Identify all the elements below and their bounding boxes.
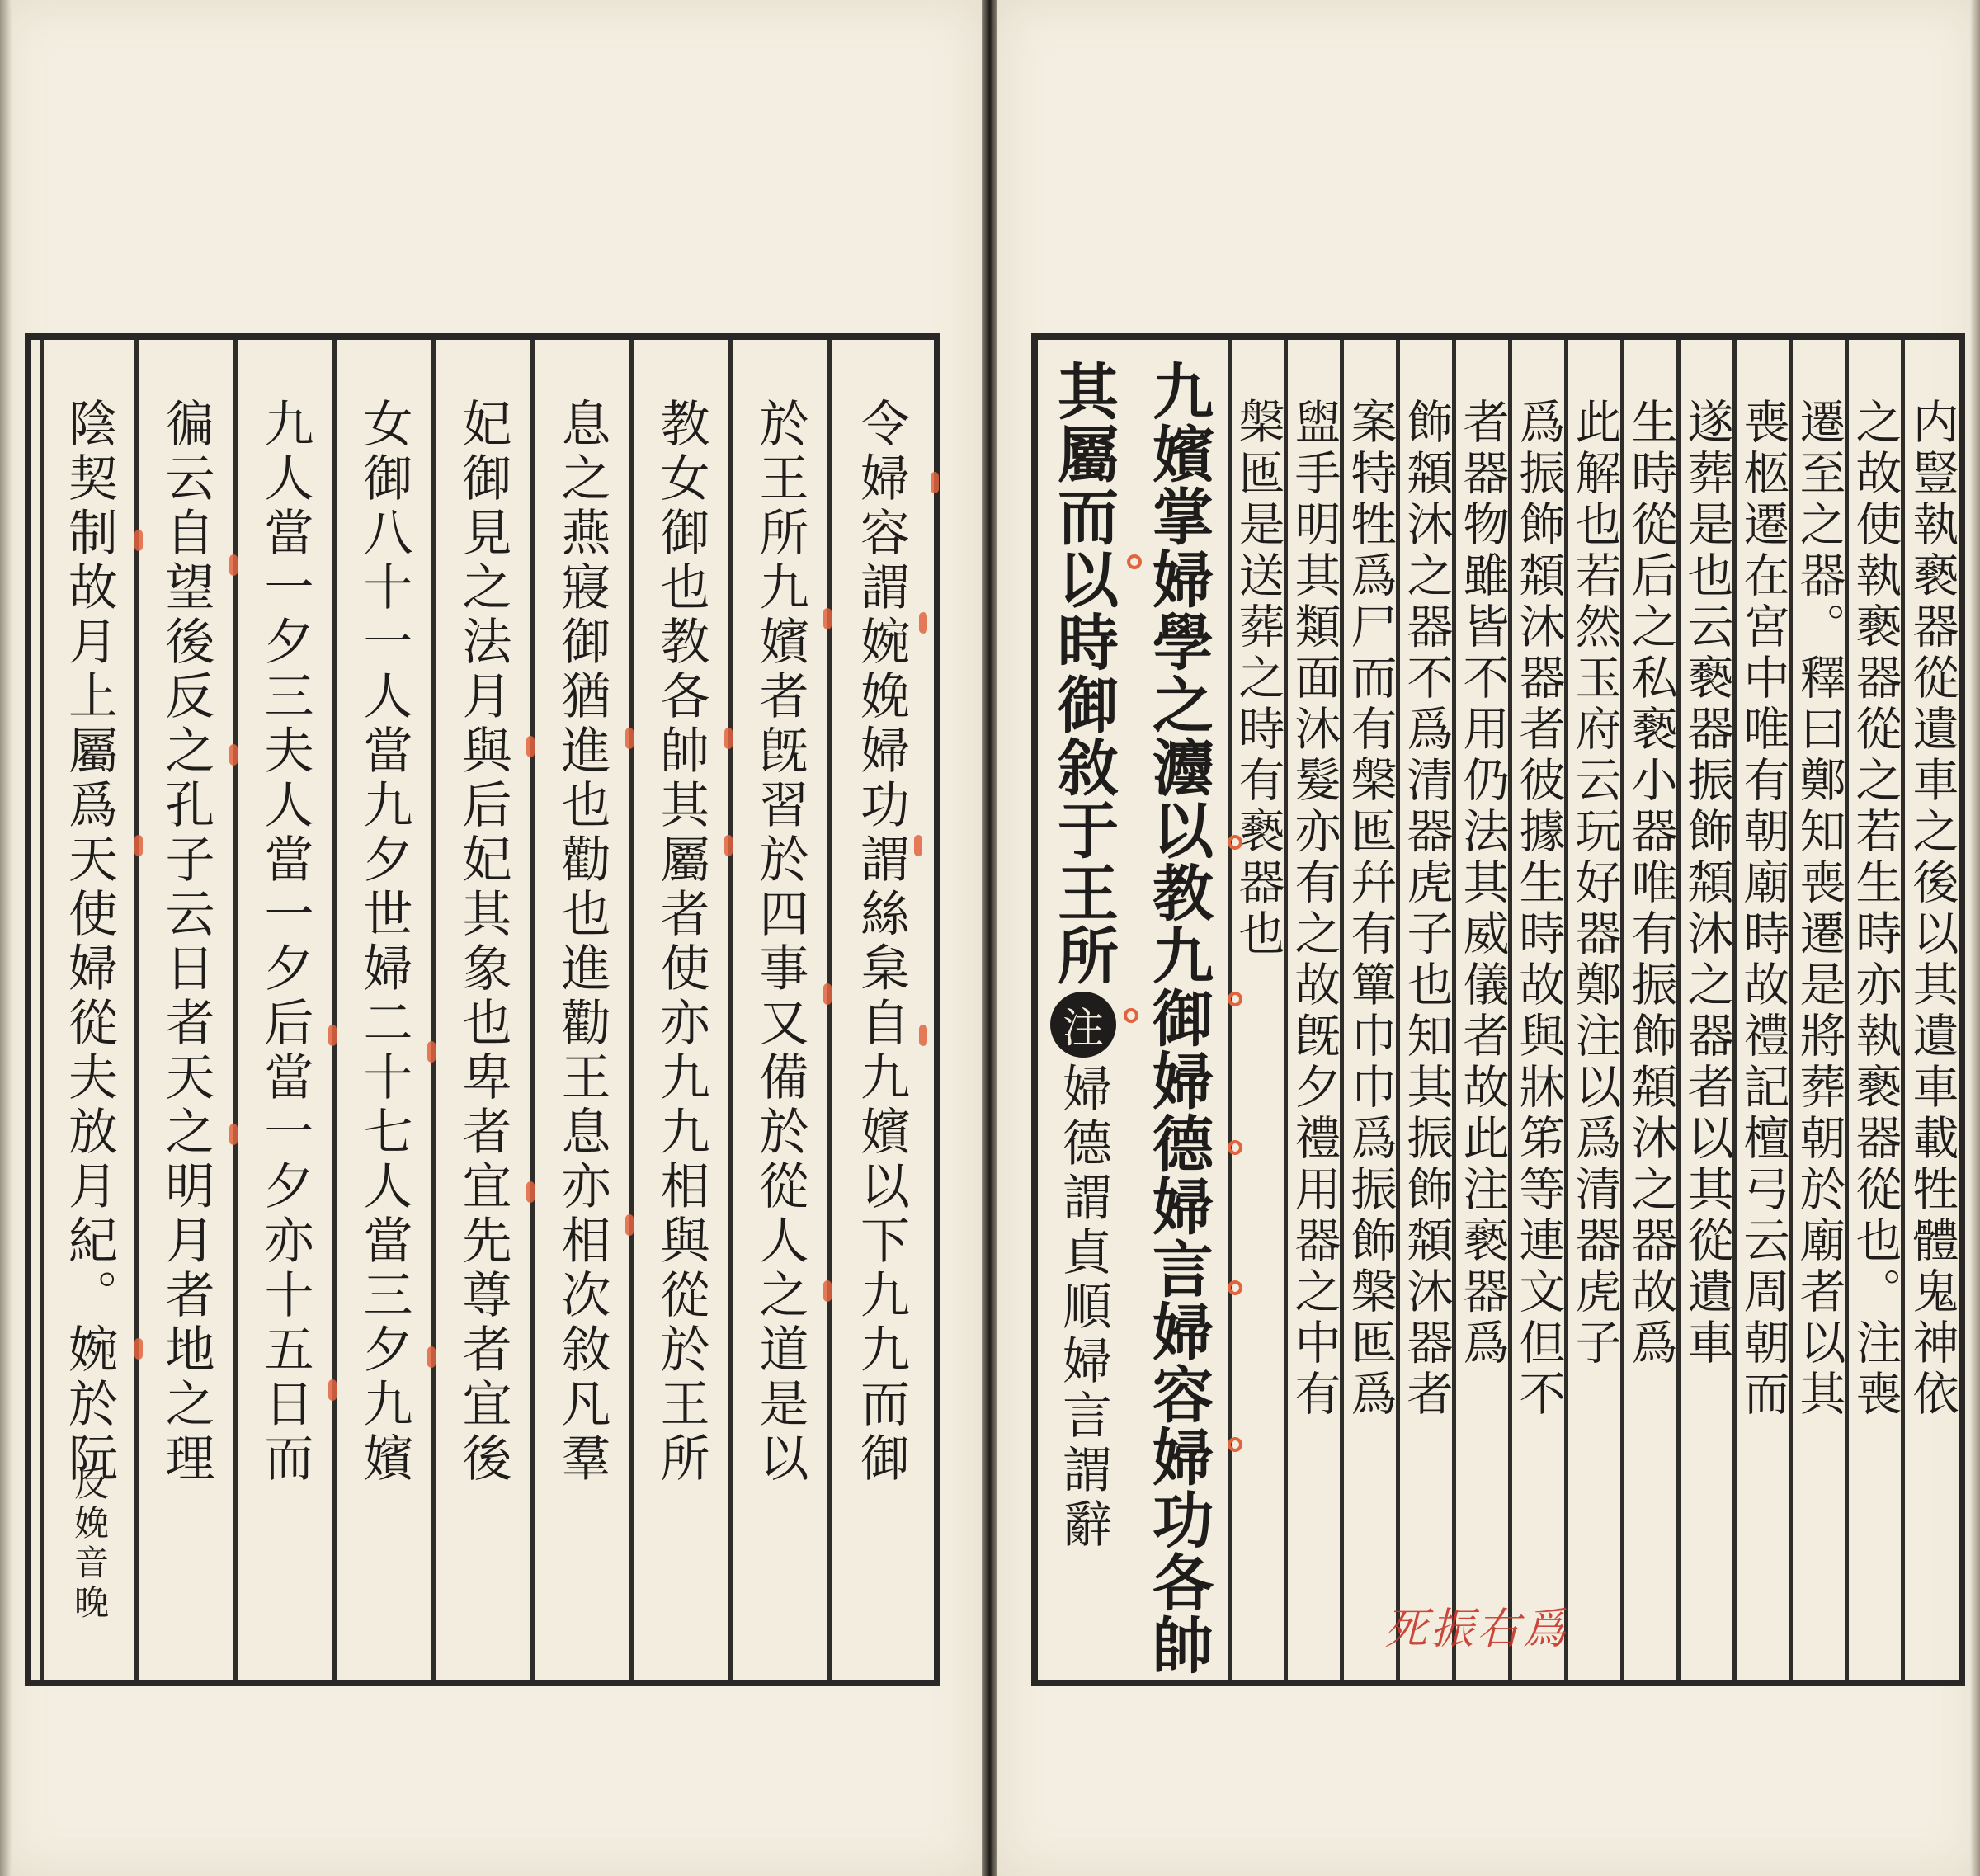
text-column <box>332 340 431 1680</box>
red-punctuation-mark <box>328 1025 337 1046</box>
red-punctuation-mark <box>526 1181 535 1203</box>
text-column <box>1620 340 1676 1680</box>
column-text: 陰契制故月上屬爲天使婦從夫放月紀。婉於阮 <box>60 398 118 1487</box>
page-edge <box>1970 0 1980 1876</box>
column-text: 生時從后之私褻小器唯有振飾頮沐之器故爲 <box>1624 398 1678 1369</box>
book-gutter <box>982 0 997 1876</box>
text-column <box>1284 340 1340 1680</box>
text-column <box>1676 340 1732 1680</box>
red-circle-mark <box>1228 992 1242 1006</box>
red-punctuation-mark <box>427 1041 436 1063</box>
text-column <box>233 340 332 1680</box>
red-circle-mark <box>1228 1437 1242 1452</box>
column-text: 妃御見之法月與后妃其象也卑者宜先尊者宜後 <box>454 398 512 1487</box>
red-punctuation-mark <box>724 728 733 749</box>
text-column <box>530 340 629 1680</box>
red-punctuation-mark <box>931 472 939 493</box>
red-circle-mark <box>1228 835 1242 850</box>
heading-column <box>1038 340 1129 1680</box>
text-column <box>1789 340 1845 1680</box>
handwritten-annotation: 死振右爲 <box>1384 1605 1570 1654</box>
note-text: 婦德謂貞順婦言謂辭 <box>1054 1063 1112 1553</box>
text-column <box>1732 340 1789 1680</box>
column-text: 案特牲爲尸而有槃匜幷有簞巾巾爲振飾槃匜爲 <box>1343 398 1398 1421</box>
left-text-block <box>25 333 940 1686</box>
text-column <box>431 340 530 1680</box>
column-text: 爲振飾頮沐器者彼據生時故與牀笫等連文但不 <box>1511 398 1566 1421</box>
column-text: 九人當一夕三夫人當一夕后當一夕亦十五日而 <box>256 398 314 1487</box>
red-punctuation-mark <box>229 744 238 766</box>
heading-column <box>1129 340 1228 1680</box>
column-text: 於王所九嬪者旣習於四事又備於從人之道是以 <box>751 398 809 1487</box>
text-column <box>728 340 827 1680</box>
text-column <box>1845 340 1901 1680</box>
text-column <box>1901 340 1959 1680</box>
column-small-note: 反娩音晚 <box>69 1465 110 1624</box>
red-punctuation-mark <box>724 835 733 856</box>
red-punctuation-mark <box>625 728 634 749</box>
text-column <box>134 340 233 1680</box>
red-punctuation-mark <box>919 1025 927 1046</box>
column-text: 之故使執褻器從之若生時亦執褻器從也。注喪 <box>1848 398 1902 1421</box>
text-column <box>827 340 931 1680</box>
column-text: 喪柩遷在宮中唯有朝廟時故禮記檀弓云周朝而 <box>1736 398 1790 1421</box>
red-punctuation-mark <box>229 1124 238 1145</box>
text-column <box>1340 340 1396 1680</box>
text-column <box>1564 340 1620 1680</box>
text-column <box>1452 340 1508 1680</box>
column-text: 教女御也教各帥其屬者使亦九九相與從於王所 <box>652 398 710 1487</box>
red-punctuation-mark <box>823 608 832 629</box>
heading-text: 九嬪掌婦學之灋以教九御婦德婦言婦容婦功各帥 <box>1143 360 1214 1676</box>
column-text: 内豎執褻器從遺車之後以其遺車載牲體鬼神依 <box>1905 398 1959 1421</box>
column-text: 令婦容謂婉娩婦功謂絲枲自九嬪以下九九而御 <box>852 398 910 1487</box>
text-column <box>1396 340 1452 1680</box>
right-text-block <box>1031 333 1965 1686</box>
red-punctuation-mark <box>229 554 238 576</box>
red-punctuation-mark <box>823 1280 832 1302</box>
red-punctuation-mark <box>134 1338 143 1360</box>
column-text: 遂葬是也云褻器振飾頮沐之器者以其從遺車 <box>1680 398 1734 1369</box>
column-text: 者器物雖皆不用仍法其威儀者故此注褻器爲 <box>1455 398 1510 1369</box>
heading-text: 其屬而以時御敘于王所 <box>1048 360 1119 987</box>
text-column <box>1508 340 1564 1680</box>
column-text: 遷至之器。釋曰鄭知喪遷是將葬朝於廟者以其 <box>1792 398 1846 1421</box>
red-punctuation-mark <box>914 835 922 856</box>
red-punctuation-mark <box>625 1214 634 1236</box>
red-circle-mark <box>1228 1280 1242 1295</box>
column-text: 盥手明其類面沐髮亦有之故旣夕禮用器之中有 <box>1287 398 1341 1421</box>
column-text: 息之燕寢御猶進也勸也進勸王息亦相次敘凡羣 <box>553 398 611 1487</box>
red-punctuation-mark <box>919 612 927 634</box>
red-punctuation-mark <box>328 1379 337 1401</box>
red-circle-mark <box>1124 1008 1138 1023</box>
column-text: 此解也若然玉府云玩好器鄭注以爲清器虎子 <box>1568 398 1622 1369</box>
column-text: 徧云自望後反之孔子云日者天之明月者地之理 <box>157 398 215 1487</box>
page-edge <box>0 0 12 1876</box>
red-punctuation-mark <box>134 530 143 551</box>
red-punctuation-mark <box>427 1346 436 1368</box>
red-punctuation-mark <box>526 736 535 757</box>
red-circle-mark <box>1127 554 1142 569</box>
text-column <box>40 340 134 1680</box>
red-punctuation-mark <box>134 835 143 856</box>
column-text: 槃匜是送葬之時有褻器也 <box>1231 398 1285 960</box>
column-text: 女御八十一人當九夕世婦二十七人當三夕九嬪 <box>355 398 413 1487</box>
column-text: 飾頮沐之器不爲清器虎子也知其振飾頮沐器者 <box>1399 398 1454 1421</box>
annotation-marker-icon: 注 <box>1050 992 1116 1058</box>
red-circle-mark <box>1228 1140 1242 1155</box>
red-punctuation-mark <box>823 983 832 1005</box>
text-column <box>629 340 728 1680</box>
text-column <box>1228 340 1284 1680</box>
